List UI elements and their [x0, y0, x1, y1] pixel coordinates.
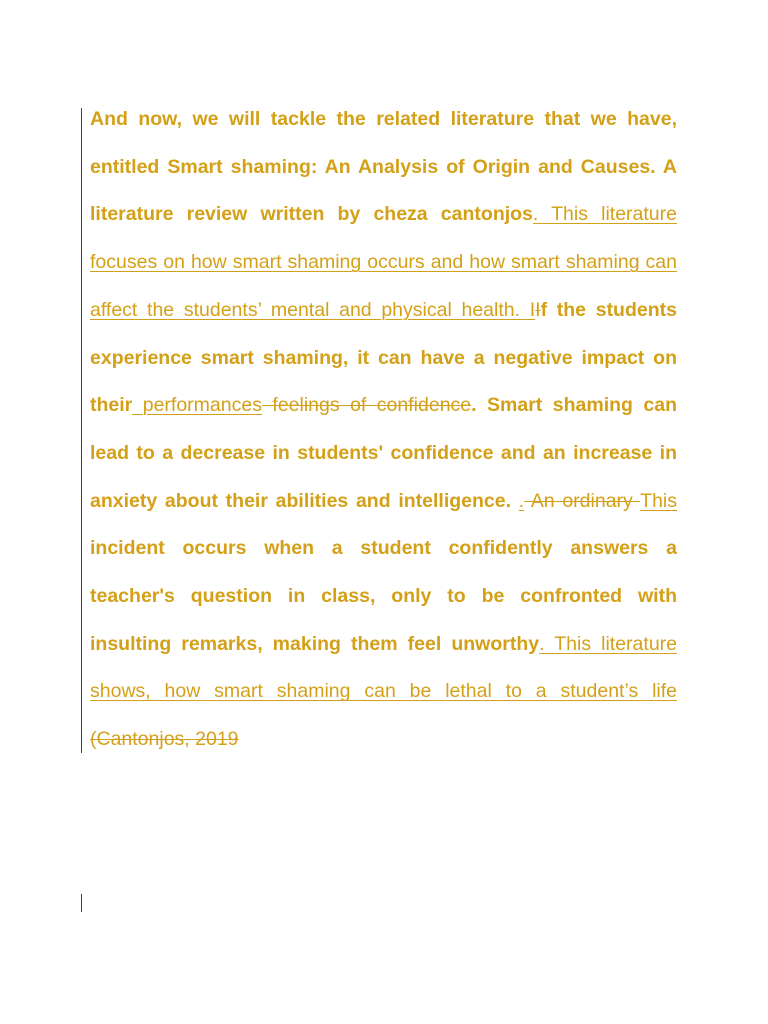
text-run-deleted: (Cantonjos, 2019: [90, 728, 239, 751]
text-run-deleted: I: [535, 298, 541, 321]
text-run-inserted: This: [640, 489, 677, 512]
text-run-deleted: feelings of confidence: [261, 394, 472, 417]
text-run-bold: incident occurs when a student confidently answers a teacher's question in class, only to be confronted with insulting remarks, making them feel unworthy: [90, 537, 677, 655]
text-run-bold: And now, we will tackle the related literature that we have, entitled Smart shaming: An Analysis of Origin and Causes. A literature review written by cheza cantonjos: [90, 108, 677, 226]
text-run-inserted: performances: [132, 394, 262, 417]
track-changes-bar: [81, 108, 82, 753]
body-paragraph[interactable]: [90, 96, 677, 764]
text-run-bold: . Smart shaming can lead to a decrease in students' confidence and an increase in anxiety about their abilities and intelligence.: [90, 394, 677, 512]
text-run-inserted: .: [518, 489, 525, 512]
text-cursor: [81, 894, 82, 912]
text-run-inserted: . This literature shows, how smart shaming can be lethal to a student’s life: [90, 632, 677, 703]
text-run-deleted: An ordinary: [524, 489, 641, 512]
text-run-inserted: . This literature focuses on how smart shaming occurs and how smart shaming can affect the students’ mental and physical health. I: [90, 203, 677, 321]
text-run-bold: f the students experience smart shaming, it can have a negative impact on their: [90, 298, 677, 417]
